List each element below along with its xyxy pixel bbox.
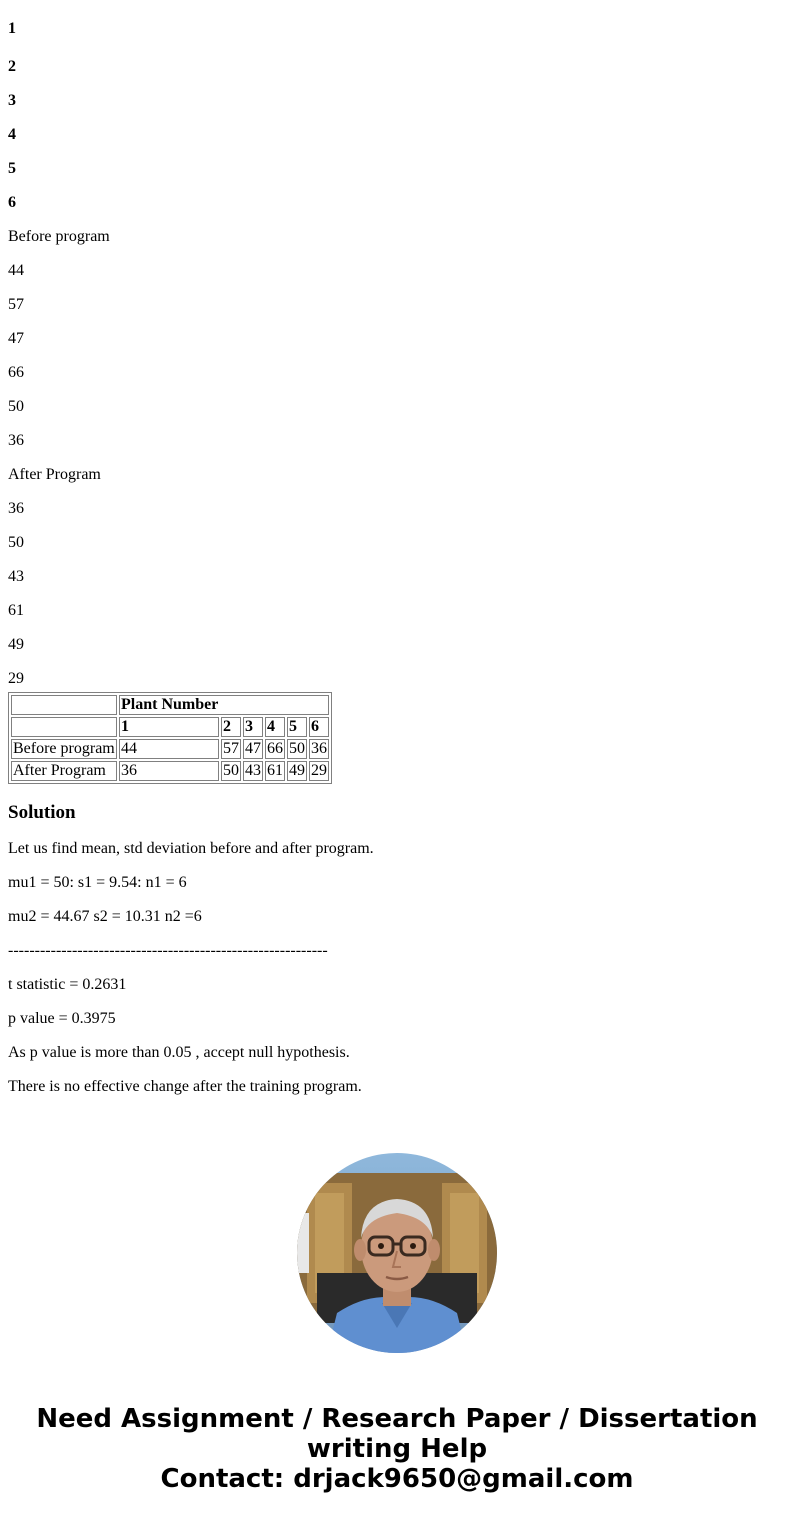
table-cell: 50 xyxy=(289,740,305,757)
plant-data-table xyxy=(8,692,332,784)
solution-line: p value = 0.3975 xyxy=(8,1010,116,1027)
table-cell: 50 xyxy=(223,762,239,779)
table-cell: 61 xyxy=(267,762,283,779)
footer-line-1: Need Assignment / Research Paper / Dissertation xyxy=(36,1404,758,1434)
solution-line: mu2 = 44.67 s2 = 10.31 n2 =6 xyxy=(8,908,202,925)
plant-number-3: 3 xyxy=(8,92,16,109)
table-column-header: 2 xyxy=(221,717,241,737)
table-cell: 49 xyxy=(289,762,305,779)
table-row xyxy=(11,717,329,737)
before-program-label: Before program xyxy=(8,228,110,245)
after-value-3: 43 xyxy=(8,568,24,585)
plant-number-2: 2 xyxy=(8,58,16,75)
after-value-4: 61 xyxy=(8,602,24,619)
table-cell: 47 xyxy=(245,740,261,757)
table-cell-empty xyxy=(11,717,117,737)
table-cell: 43 xyxy=(245,762,261,779)
table-group-header: Plant Number xyxy=(119,695,329,715)
before-program-list xyxy=(8,208,786,449)
solution-line: Let us find mean, std deviation before and after program. xyxy=(8,840,374,857)
table-cell: 44 xyxy=(119,739,219,759)
after-value-6: 29 xyxy=(8,670,24,687)
after-value-1: 36 xyxy=(8,500,24,517)
table-column-header: 6 xyxy=(309,717,329,737)
solution-line: There is no effective change after the training program. xyxy=(8,1078,362,1095)
footer-contact xyxy=(0,1404,794,1494)
table-row xyxy=(11,739,329,759)
solution-divider: ------------------------------------------------------------ xyxy=(8,942,328,959)
author-avatar xyxy=(297,1153,497,1353)
solution-body xyxy=(8,840,786,1096)
table-row-label: Before program xyxy=(11,739,117,759)
solution-heading: Solution xyxy=(8,802,76,823)
table-row xyxy=(11,761,329,781)
solution-line: As p value is more than 0.05 , accept null hypothesis. xyxy=(8,1044,350,1061)
table-column-header: 4 xyxy=(265,717,285,737)
footer-contact-email: Contact: drjack9650@gmail.com xyxy=(160,1464,634,1494)
table-cell: 66 xyxy=(267,740,283,757)
table-cell-empty xyxy=(11,695,117,715)
before-value-5: 50 xyxy=(8,398,24,415)
plant-number-4: 4 xyxy=(8,126,16,143)
table-cell: 29 xyxy=(311,762,327,779)
before-value-1: 44 xyxy=(8,262,24,279)
table-cell: 36 xyxy=(311,740,327,757)
footer-line-2: writing Help xyxy=(306,1434,488,1464)
table-row-label: After Program xyxy=(11,761,117,781)
after-value-5: 49 xyxy=(8,636,24,653)
author-portrait-image xyxy=(297,1153,497,1353)
plant-number-1: 1 xyxy=(8,20,16,37)
before-value-2: 57 xyxy=(8,296,24,313)
before-value-4: 66 xyxy=(8,364,24,381)
solution-line: t statistic = 0.2631 xyxy=(8,976,127,993)
after-value-2: 50 xyxy=(8,534,24,551)
before-value-3: 47 xyxy=(8,330,24,347)
before-value-6: 36 xyxy=(8,432,24,449)
table-column-header: 5 xyxy=(287,717,307,737)
solution-line: mu1 = 50: s1 = 9.54: n1 = 6 xyxy=(8,874,187,891)
after-program-label: After Program xyxy=(8,466,101,483)
plant-number-5: 5 xyxy=(8,160,16,177)
table-cell: 36 xyxy=(119,761,219,781)
table-column-header: 1 xyxy=(119,717,219,737)
table-cell: 57 xyxy=(223,740,239,757)
table-row xyxy=(11,695,329,715)
after-program-list xyxy=(8,446,786,687)
plant-number-list xyxy=(8,0,786,211)
table-column-header: 3 xyxy=(243,717,263,737)
plant-number-6: 6 xyxy=(8,194,16,211)
